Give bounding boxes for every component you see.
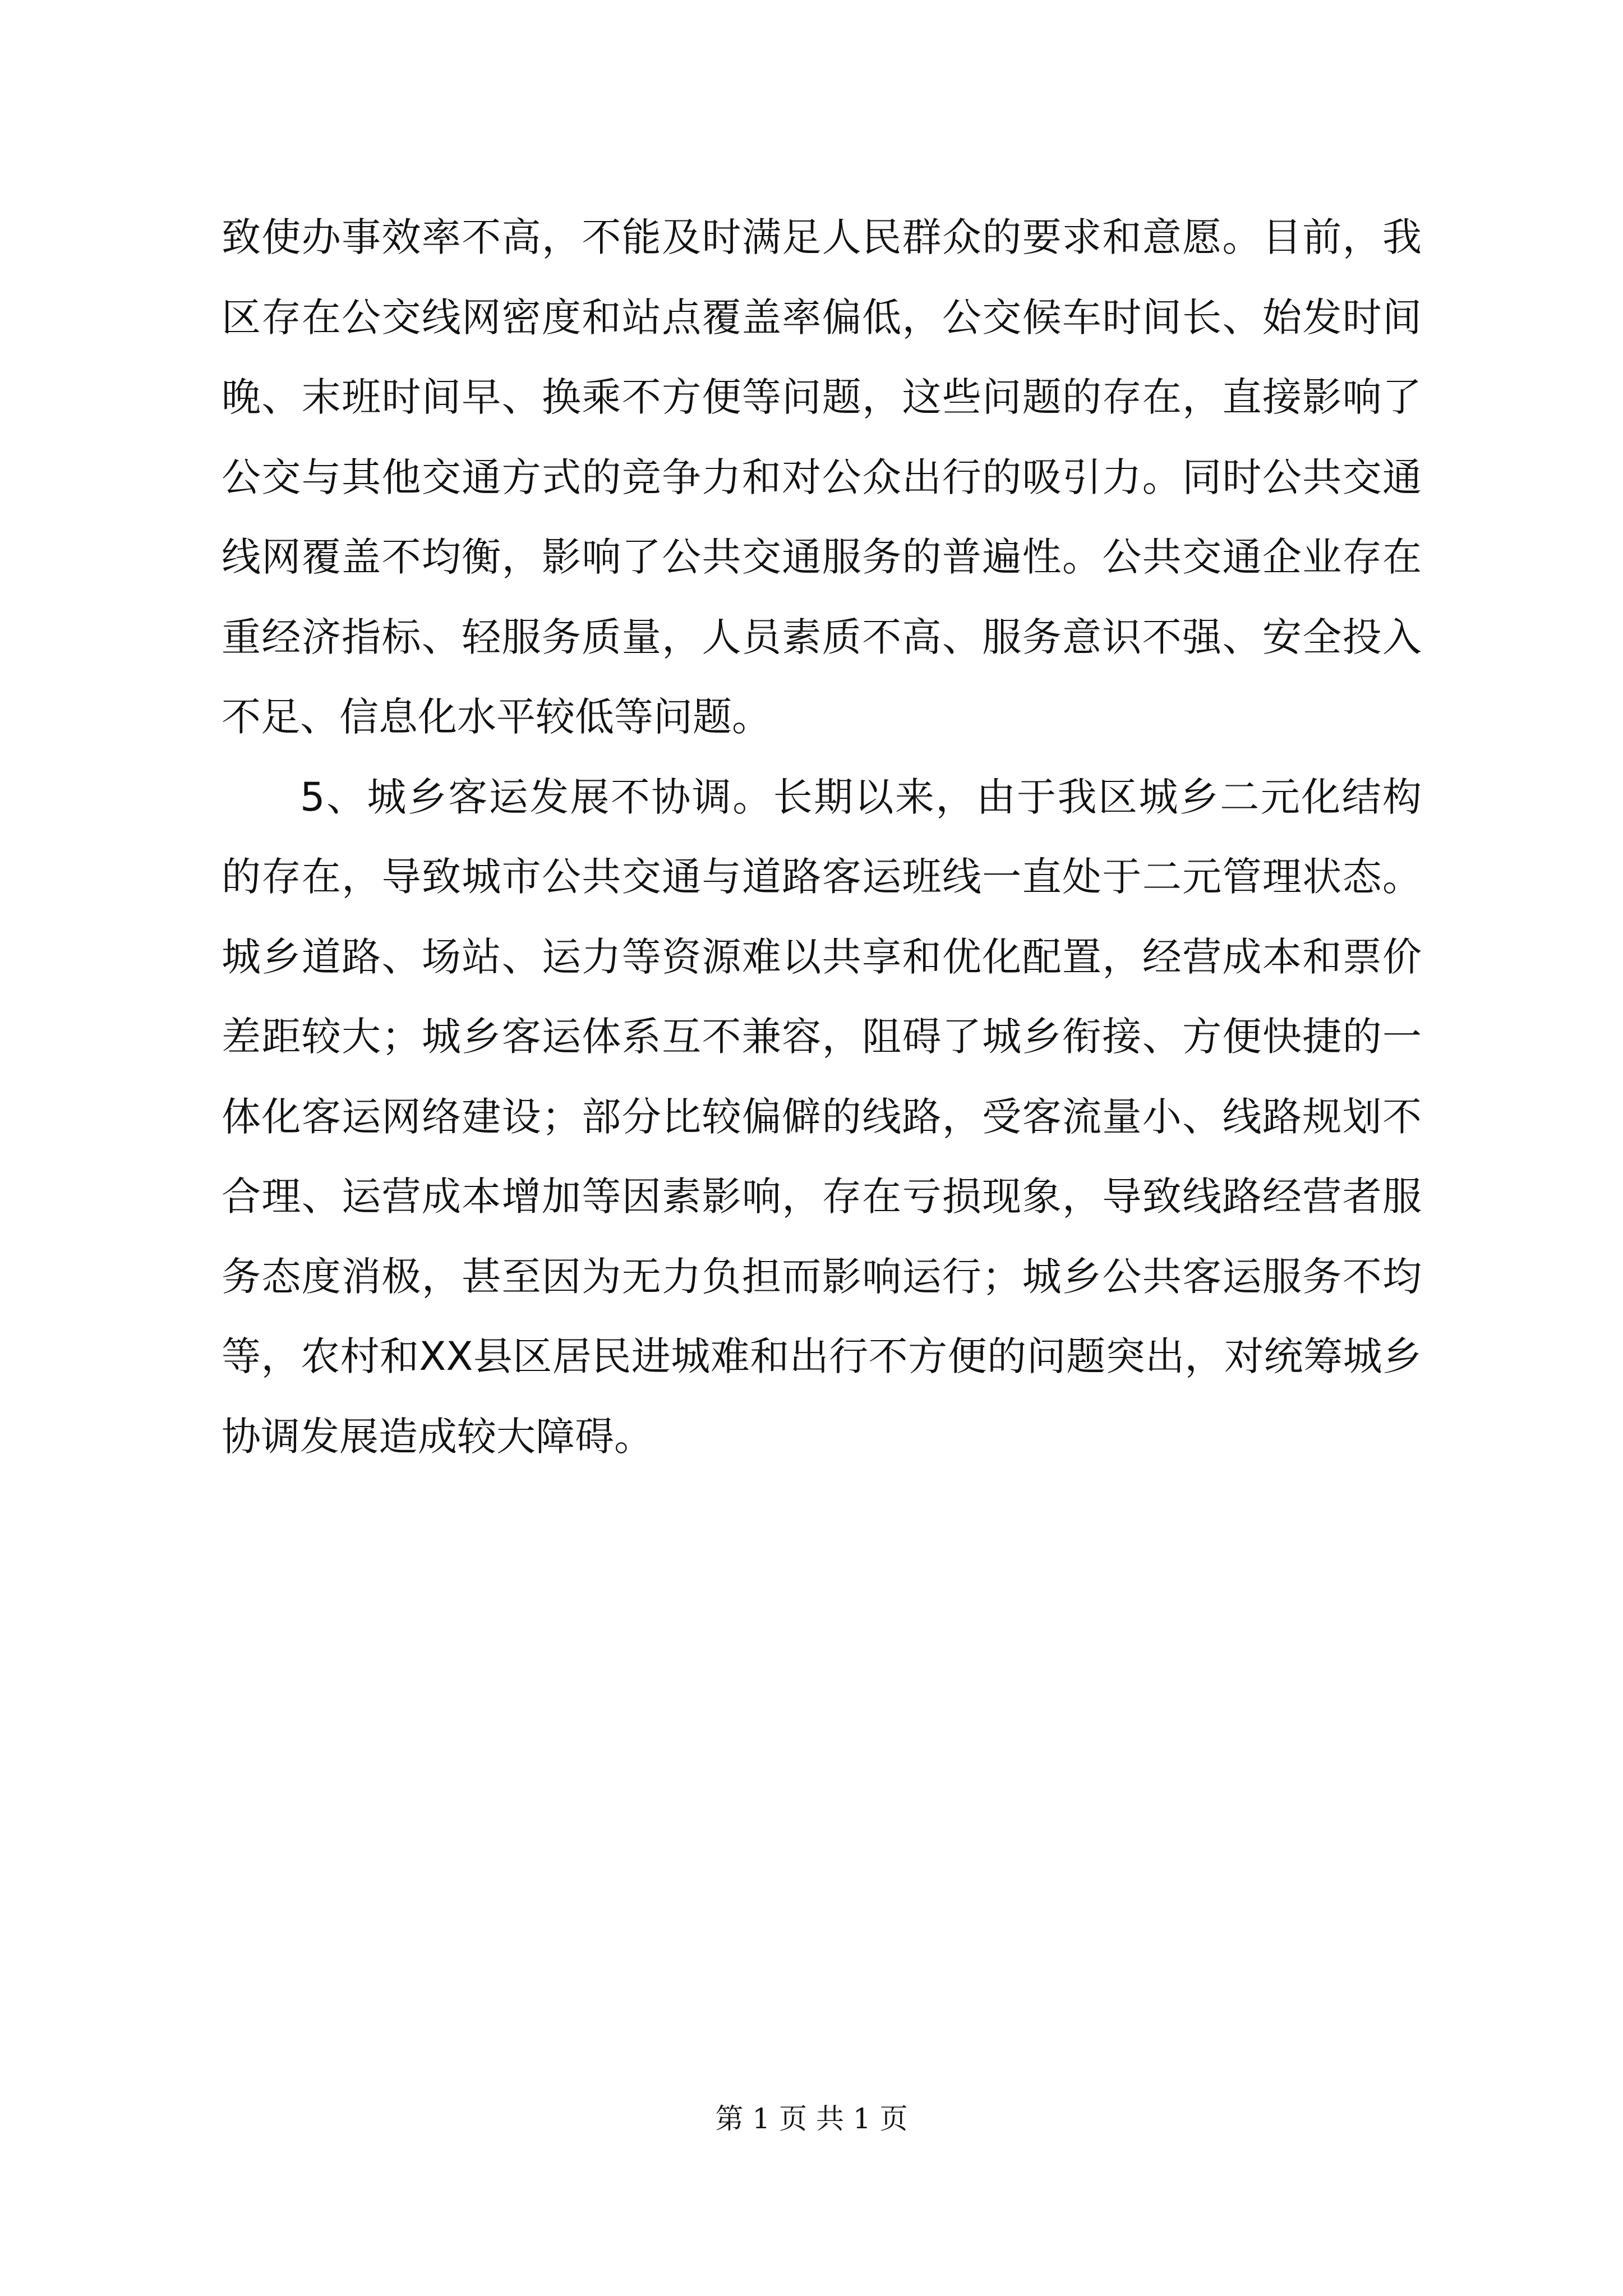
page-footer: 第 1 页 共 1 页 — [715, 2102, 908, 2135]
paragraph-urban-rural-transport: 5、城乡客运发展不协调。长期以来，由于我区城乡二元化结构的存在，导致城市公共交通与道路客运班线一直处于二元管理状态。城乡道路、场站、运力等资源难以共享和优化配置，经营成本和票价差距较大；城乡客运体系互不兼容，阻碍了城乡衔接、方便快捷的一体化客运网络建设；部分比较偏僻的线路，受客流量小、线路规划不合理、运营成本增加等因素影响，存在亏损现象，导致线路经营者服务态度消极，甚至因为无力负担而影响运行；城乡公共客运服务不均等，农村和XX县区居民进城难和出行不方便的问题突出，对统筹城乡协调发展造成较大障碍。 — [222, 774, 1422, 1460]
paragraph-continued: 致使办事效率不高，不能及时满足人民群众的要求和意愿。目前，我区存在公交线网密度和站点覆盖率偏低，公交候车时间长、始发时间晚、末班时间早、换乘不方便等问题，这些问题的存在，直接影响了公交与其他交通方式的竞争力和对公众出行的吸引力。同时公共交通线网覆盖不均衡，影响了公共交通服务的普遍性。公共交通企业存在重经济指标、轻服务质量，人员素质不高、服务意识不强、安全投入不足、信息化水平较低等问题。 — [222, 214, 1422, 740]
document-body — [222, 197, 1422, 1476]
